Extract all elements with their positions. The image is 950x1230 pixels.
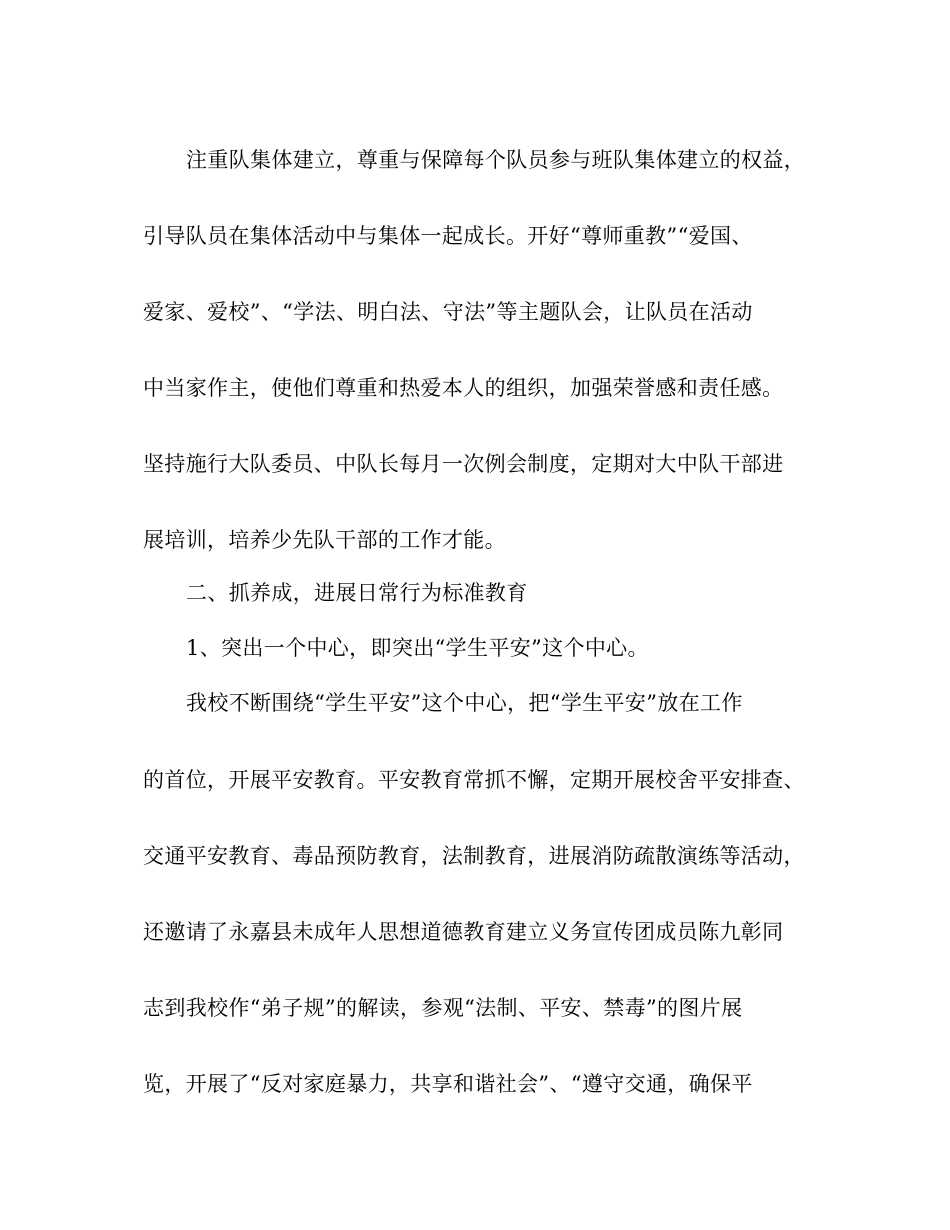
paragraph-line-5: 坚持施行大队委员、中队长每月一次例会制度，定期对大中队干部进 [143, 452, 784, 476]
paragraph-line-2: 引导队员在集体活动中与集体一起成长。开好“尊师重教”“爱国、 [143, 224, 753, 248]
section-heading: 二、抓养成，进展日常行为标准教育 [186, 581, 528, 605]
paragraph-line-11: 志到我校作“弟子规”的解读，参观“法制、平安、禁毒”的图片展 [143, 996, 743, 1020]
paragraph-line-9: 交通平安教育、毒品预防教育，法制教育，进展消防疏散演练等活动， [143, 844, 805, 868]
paragraph-line-10: 还邀请了永嘉县未成年人思想道德教育建立义务宣传团成员陈九彰同 [143, 920, 784, 944]
paragraph-line-8: 的首位，开展平安教育。平安教育常抓不懈，定期开展校舍平安排查、 [143, 768, 805, 792]
paragraph-line-12: 览，开展了“反对家庭暴力，共享和谐社会”、“遵守交通，确保平 [143, 1072, 753, 1096]
paragraph-line-7: 我校不断围绕“学生平安”这个中心，把“学生平安”放在工作 [186, 691, 743, 715]
paragraph-line-6: 展培训，培养少先队干部的工作才能。 [143, 528, 506, 552]
paragraph-line-4: 中当家作主，使他们尊重和热爱本人的组织，加强荣誉感和责任感。 [143, 376, 784, 400]
paragraph-line-1: 注重队集体建立，尊重与保障每个队员参与班队集体建立的权益， [186, 148, 806, 172]
subsection-heading: 1、突出一个中心，即突出“学生平安”这个中心。 [186, 636, 649, 660]
paragraph-line-3: 爱家、爱校”、“学法、明白法、守法”等主题队会，让队员在活动 [143, 300, 753, 324]
